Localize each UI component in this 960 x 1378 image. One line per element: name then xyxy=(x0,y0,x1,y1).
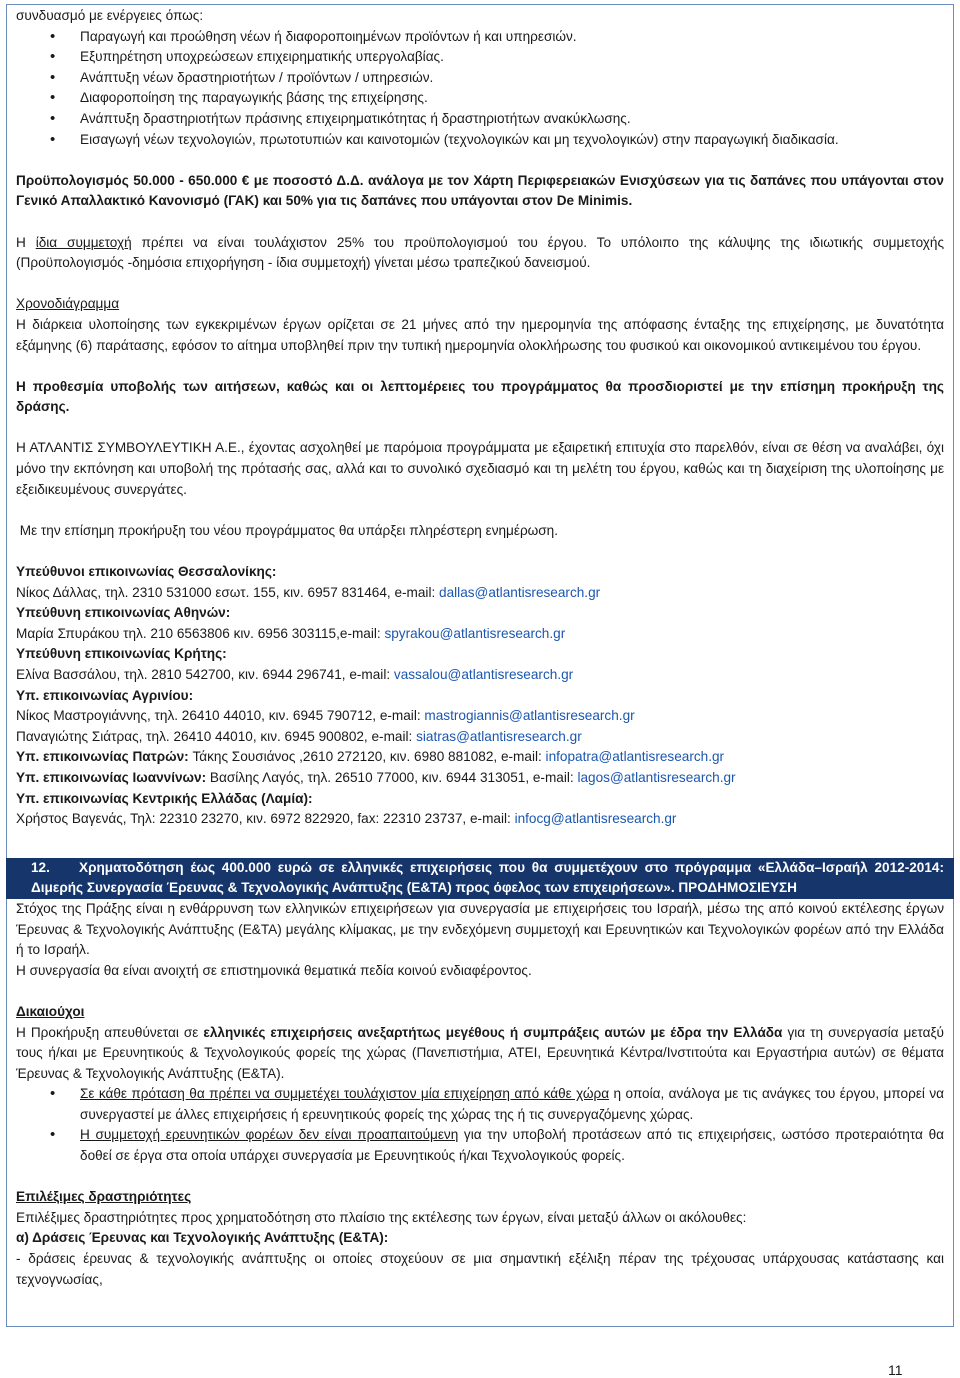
activities-a-heading: α) Δράσεις Έρευνας και Τεχνολογικής Ανάπτυξης (Ε&ΤΑ): xyxy=(16,1230,389,1246)
email-link[interactable]: spyrakou@atlantisresearch.gr xyxy=(384,625,566,641)
email-link[interactable]: dallas@atlantisresearch.gr xyxy=(439,584,601,600)
email-link[interactable]: siatras@atlantisresearch.gr xyxy=(416,728,582,744)
contact-title: Υπεύθυνη επικοινωνίας Αθηνών: xyxy=(16,605,231,621)
contact-title: Υπεύθυνη επικοινωνίας Κρήτης: xyxy=(16,646,227,662)
list-item: • Εξυπηρέτηση υποχρεώσεων επιχειρηματικής υπεργολαβίας. xyxy=(16,47,944,68)
contact-title: Υπ. επικοινωνίας Αγρινίου: xyxy=(16,687,194,703)
document-body xyxy=(16,6,944,1290)
contact-line: Χρήστος Βαγενάς, Τηλ: 22310 23270, κιν. 6972 822920, fax: 22310 23737, e-mail: infocg@atlantisresearch.gr xyxy=(16,811,677,827)
goal-paragraph: Στόχος της Πράξης είναι η ενθάρρυνση των ελληνικών επιχειρήσεων για συνεργασία με επιχειρήσεις του Ισραήλ, μέσω της από κοινού εκτέλεσης έργων Έρευνας & Τεχνολογικής Ανάπτυξης (Ε&ΤΑ) μεγάλης κλίμακας, με την ενδεχόμενη συμμετοχή και Ερευνητικών και Τεχνολογικών φορέων από την Ελλάδα ή το Ισραήλ. xyxy=(16,900,944,958)
contact-line: Υπ. επικοινωνίας Πατρών: Τάκης Σουσιάνος ,2610 272120, κιν. 6980 881082, e-mail: infopatra@atlantisresearch.gr xyxy=(16,749,725,765)
beneficiaries-list xyxy=(16,1084,944,1166)
contact-line: Υπ. επικοινωνίας Ιωαννίνων: Βασίλης Λαγός, τηλ. 26510 77000, κιν. 6944 313051, e-mail: lagos@atlantisresearch.gr xyxy=(16,769,736,785)
contact-line: Μαρία Σπυράκου τηλ. 210 6563806 κιν. 6956 303115,e-mail: spyrakou@atlantisresearch.gr xyxy=(16,625,566,641)
eligible-heading: Επιλέξιμες δραστηριότητες xyxy=(16,1189,192,1205)
email-link[interactable]: mastrogiannis@atlantisresearch.gr xyxy=(424,708,635,724)
list-item: • Η συμμετοχή ερευνητικών φορέων δεν είναι προαπαιτούμενη για την υποβολή προτάσεων από τις επιχειρήσεις, ωστόσο προτεραιότητα θα δοθεί σε έργα στα οποία υπάρχει συνεργασία με Ερευνητικούς ή/και Τεχνολογικούς φορείς. xyxy=(16,1125,944,1166)
activities-list xyxy=(16,27,944,151)
own-participation-paragraph: Η ίδια συμμετοχή πρέπει να είναι τουλάχιστον 25% του προϋπολογισμού του έργου. Το υπόλοιπο της κάλυψης της ιδιωτικής συμμετοχής (Προϋπολογισμός -δημόσια επιχορήγηση - ίδια συμμετοχή) γίνεται μέσω τραπεζικού δανεισμού. xyxy=(16,234,945,271)
schedule-paragraph: Η διάρκεια υλοποίησης των εγκεκριμένων έργων ορίζεται σε 21 μήνες από την ημερομηνία της απόφασης ένταξης της επιχείρησης, με δυνατότητα εξάμηνης (6) παράτασης, εφόσον το αίτημα υποβληθεί πριν την τυπική ημερομηνία ολοκλήρωσης του φυσικού και οικονομικού αντικειμένου του έργου. xyxy=(16,316,944,353)
list-item: • Εισαγωγή νέων τεχνολογιών, πρωτοτυπιών και καινοτομιών (τεχνολογικών και μη τεχνολογικών) στην παραγωγική διαδικασία. xyxy=(16,130,944,151)
contact-line: Νίκος Μαστρογιάννης, τηλ. 26410 44010, κιν. 6945 790712, e-mail: mastrogiannis@atlantisresearch.gr xyxy=(16,708,635,724)
schedule-heading: Χρονοδιάγραμμα xyxy=(16,296,120,312)
budget-paragraph: Προϋπολογισμός 50.000 - 650.000 € με ποσοστό Δ.Δ. ανάλογα με τον Χάρτη Περιφερειακών Ενισχύσεων για τις δαπάνες που υπάγονται στον Γενικό Απαλλακτικό Κανονισμό (ΓΑΚ) και 50% για τις δαπάνες που υπάγονται στον De Minimis. xyxy=(16,172,944,209)
atlantis-paragraph: Η ΑΤΛΑΝΤΙΣ ΣΥΜΒΟΥΛΕΥΤΙΚΗ Α.Ε., έχοντας ασχοληθεί με παρόμοια προγράμματα με εξαιρετική επιτυχία στο παρελθόν, είναι σε θέση να αναλάβει, όχι μόνο την εκπόνηση και υποβολή της πρότασής σας, αλλά και το συνολικό σχεδιασμό και τη μελέτη του έργου, καθώς και τη διαχείριση της υλοποίησης με εξειδικευμένους συνεργάτες. xyxy=(16,440,944,497)
list-item: • Ανάπτυξη νέων δραστηριοτήτων / προϊόντων / υπηρεσιών. xyxy=(16,68,944,89)
update-paragraph: Με την επίσημη προκήρυξη του νέου προγράμματος θα υπάρξει πληρέστερη ενημέρωση. xyxy=(16,522,559,538)
contact-line: Νίκος Δάλλας, τηλ. 2310 531000 εσωτ. 155, κιν. 6957 831464, e-mail: dallas@atlantisresearch.gr xyxy=(16,584,601,600)
email-link[interactable]: infopatra@atlantisresearch.gr xyxy=(545,749,725,765)
deadline-paragraph: Η προθεσμία υποβολής των αιτήσεων, καθώς και οι λεπτομέρειες του προγράμματος θα προσδιοριστεί με την επίσημη προκήρυξη της δράσης. xyxy=(16,378,944,415)
contacts-block xyxy=(16,562,944,830)
intro-text: συνδυασμό με ενέργειες όπως: xyxy=(16,8,204,23)
page-number: 11 xyxy=(888,1362,903,1378)
contact-title: Υπ. επικοινωνίας Κεντρικής Ελλάδας (Λαμία): xyxy=(16,790,313,806)
contact-title: Υπεύθυνοι επικοινωνίας Θεσσαλονίκης: xyxy=(16,564,277,580)
eligible-paragraph: Επιλέξιμες δραστηριότητες προς χρηματοδότηση στο πλαίσιο της εκτέλεσης των έργων, είναι μεταξύ άλλων οι ακόλουθες: xyxy=(16,1209,747,1225)
email-link[interactable]: lagos@atlantisresearch.gr xyxy=(577,769,736,785)
email-link[interactable]: vassalou@atlantisresearch.gr xyxy=(393,667,574,682)
beneficiaries-paragraph: Η Προκήρυξη απευθύνεται σε ελληνικές επιχειρήσεις ανεξαρτήτως μεγέθους ή συμπράξεις αυτών με έδρα την Ελλάδα για τη συνεργασία μεταξύ τους ή/και με Ερευνητικούς & Τεχνολογικούς φορείς της χώρας (Πανεπιστήμια, ΑΤΕΙ, Ερευνητικά Κέντρα/Ινστιτούτα και Εργαστήρια αυτών) σε θέματα Έρευνας & Τεχνολογικής Ανάπτυξης (Ε&ΤΑ). xyxy=(16,1024,944,1081)
section-12-heading: 12. Χρηματοδότηση έως 400.000 ευρώ σε ελληνικές επιχειρήσεις που θα συμμετέχουν στο πρόγραμμα «Ελλάδα–Ισραήλ 2012-2014: Διμερής Συνεργασία Έρευνας & Τεχνολογικής Ανάπτυξης (Ε&ΤΑ) προς όφελος των επιχειρήσεων». ΠΡΟΔΗΜΟΣΙΕΥΣΗ xyxy=(6,858,954,899)
list-item: • Σε κάθε πρόταση θα πρέπει να συμμετέχει τουλάχιστον μία επιχείρηση από κάθε χώρα η οποία, ανάλογα με τις ανάγκες του έργου, μπορεί να συνεργαστεί με άλλες επιχειρήσεις ή ερευνητικούς φορείς της χώρας της ή τις συνεργαζόμενης χώρας. xyxy=(16,1084,944,1125)
list-item: • Ανάπτυξη δραστηριοτήτων πράσινης επιχειρηματικότητας ή δραστηριοτήτων ανακύκλωσης. xyxy=(16,109,944,130)
contact-line: Ελίνα Βασσάλου, τηλ. 2810 542700, κιν. 6944 296741, e-mail: vassalou@atlantisresearch.gr xyxy=(16,667,574,682)
list-item: • Διαφοροποίηση της παραγωγικής βάσης της επιχείρησης. xyxy=(16,88,944,109)
list-item: • Παραγωγή και προώθηση νέων ή διαφοροποιημένων προϊόντων ή και υπηρεσιών. xyxy=(16,27,944,48)
open-paragraph: Η συνεργασία θα είναι ανοιχτή σε επιστημονικά θεματικά πεδία κοινού ενδιαφέροντος. xyxy=(16,962,532,978)
activities-a-paragraph: - δράσεις έρευνας & τεχνολογικής ανάπτυξης οι οποίες στοχεύουν σε μια σημαντική εξέλιξη πέραν της τρέχουσας υπάρχουσας κατάστασης και τεχνογνωσίας, xyxy=(16,1251,944,1287)
beneficiaries-heading: Δικαιούχοι xyxy=(16,1003,85,1019)
email-link[interactable]: infocg@atlantisresearch.gr xyxy=(514,811,677,827)
contact-line: Παναγιώτης Σιάτρας, τηλ. 26410 44010, κιν. 6945 900802, e-mail: siatras@atlantisresearch.gr xyxy=(16,728,582,744)
